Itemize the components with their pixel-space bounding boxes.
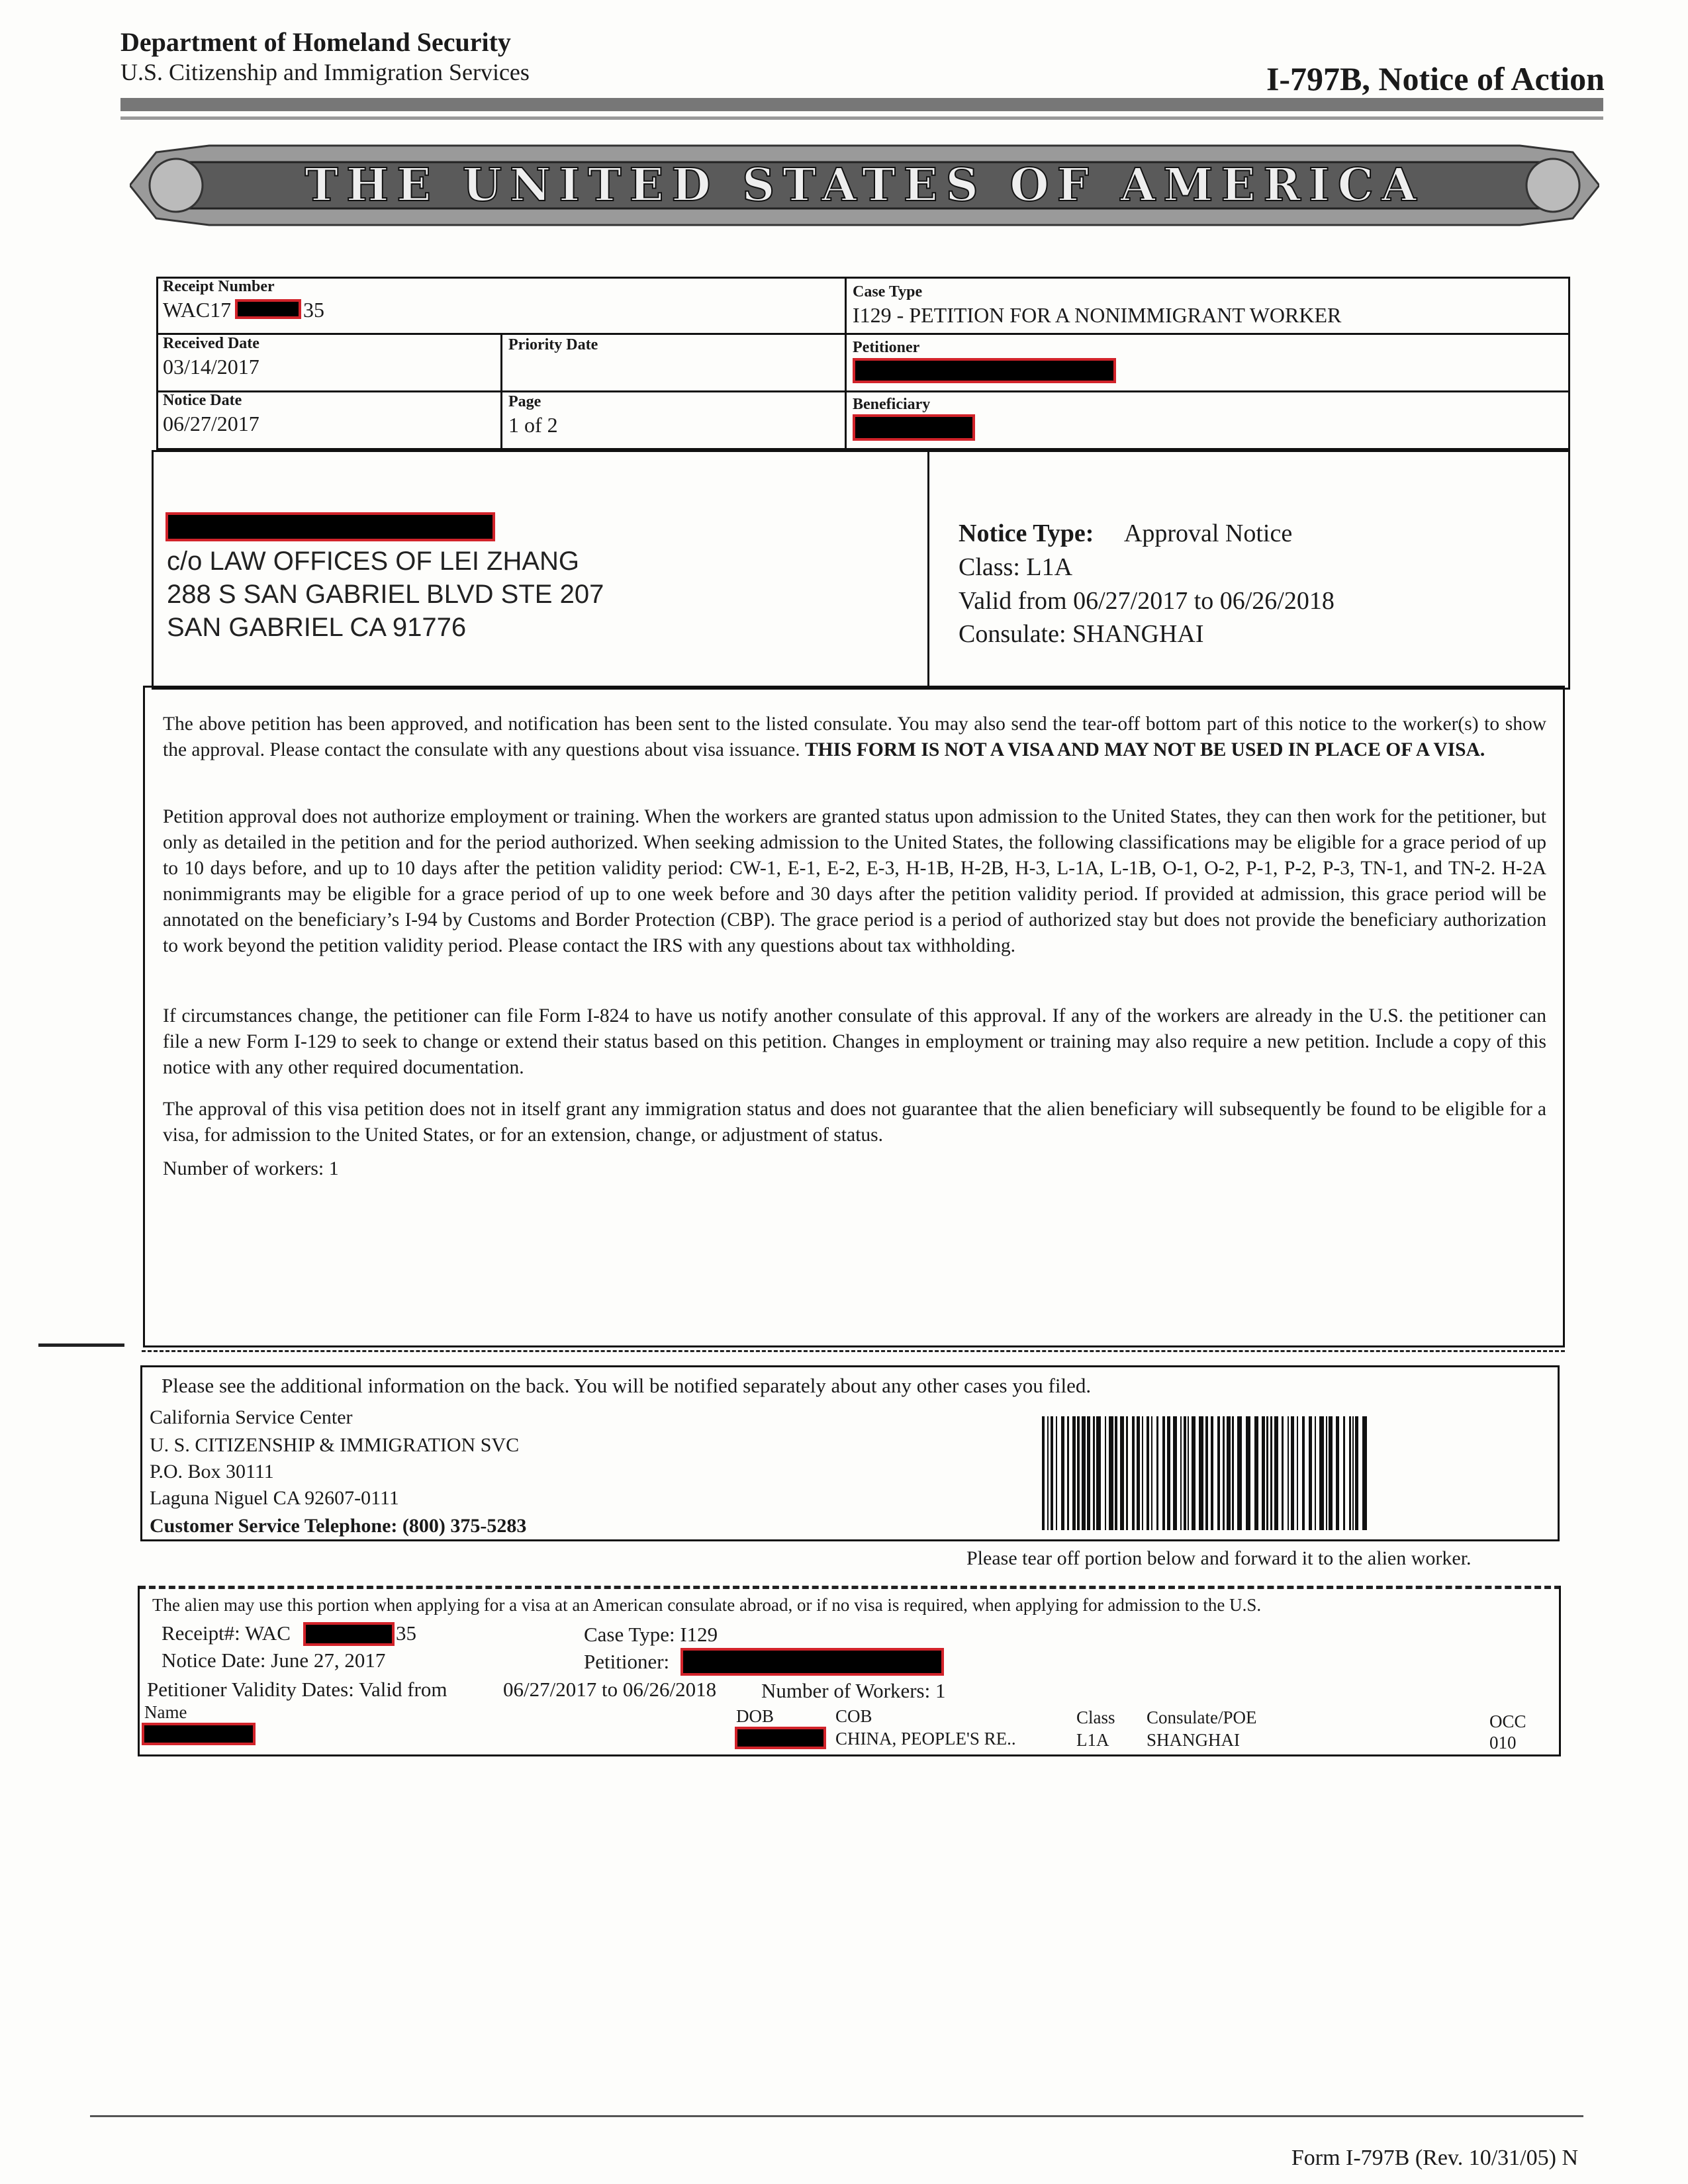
stub-petitioner-redaction — [680, 1648, 944, 1676]
notice-date-value: 06/27/2017 — [163, 412, 259, 435]
address-line-3: SAN GABRIEL CA 91776 — [167, 613, 467, 642]
stub-case-type: Case Type: I129 — [584, 1623, 718, 1646]
stub-dob-redaction — [735, 1727, 826, 1749]
banner-text: THE UNITED STATES OF AMERICA — [305, 159, 1425, 212]
beneficiary-redaction — [853, 414, 975, 441]
right-ornament-icon — [1526, 159, 1579, 212]
service-center-line2: U. S. CITIZENSHIP & IMMIGRATION SVC — [150, 1434, 520, 1456]
stub-class-label: Class — [1076, 1707, 1115, 1727]
class-line: Class: L1A — [959, 553, 1073, 581]
paragraph-employment: Petition approval does not authorize employment or training. When the workers are granted status upon admission to the United States, they can then work for the petitioner, but only as detailed in the petition and for the period authorized. When seeking admission to the United States, the following classifications may be eligible for a grace period of up to 10 days before, and up to 10 days after the petition validity period: CW-1, E-1, E-2, E-3, H-1B, H-2B, H-3, L-1A, L-1B, O-1, O-2, P-1, P-2, P-3, TN-1, and TN-2. H-2A nonimmigrants may be eligible for a grace period of up to one week before and 30 days after the petition validity period. If provided at admission, this grace period will be annotated on the beneficiary’s I-94 by Customs and Border Protection (CBP). The grace period is a period of authorized stay but does not provide the beneficiary authorization to work beyond the petition validity period. Please contact the IRS with any questions about tax withholding. — [163, 806, 1546, 956]
header-rule — [120, 98, 1603, 111]
customer-service-phone: Customer Service Telephone: (800) 375-5283 — [150, 1515, 527, 1537]
form-title: I-797B, Notice of Action — [1266, 60, 1605, 97]
stub-petitioner-label: Petitioner: — [584, 1650, 670, 1673]
received-date-value: 03/14/2017 — [163, 355, 259, 379]
stub-notice-date: Notice Date: June 27, 2017 — [162, 1649, 386, 1672]
recipient-name-redaction — [165, 512, 495, 541]
address-line-1: c/o LAW OFFICES OF LEI ZHANG — [167, 547, 580, 576]
stub-intro: The alien may use this portion when applying for a visa at an American consulate abroad, or if no visa is required, when applying for admission to the U.S. — [152, 1595, 1262, 1615]
service-center-name: California Service Center — [150, 1406, 353, 1428]
service-center-city: Laguna Niguel CA 92607-0111 — [150, 1487, 399, 1509]
stub-cob-value: CHINA, PEOPLE'S RE.. — [835, 1729, 1016, 1749]
notice-type-label: Notice Type: — [959, 520, 1094, 547]
tear-off-instruction: Please tear off portion below and forward it to the alien worker. — [966, 1547, 1472, 1569]
form-revision: Form I-797B (Rev. 10/31/05) N — [1291, 2146, 1578, 2170]
stub-number-of-workers: Number of Workers: 1 — [761, 1679, 946, 1702]
paragraph-circumstances: If circumstances change, the petitioner can file Form I-824 to have us notify another consulate of this approval. If any of the workers are already in the U.S. the petitioner can file a new Form I-129 to seek to change or extend their status based on this petition. Changes in employment or training may also require a new petition. Include a copy of this notice with any other required documentation. — [163, 1005, 1546, 1078]
receipt-number-label: Receipt Number — [163, 278, 275, 295]
stub-validity-dates: 06/27/2017 to 06/26/2018 — [503, 1678, 717, 1701]
beneficiary-label: Beneficiary — [853, 396, 931, 413]
receipt-number-suffix: 35 — [303, 298, 324, 322]
valid-line: Valid from 06/27/2017 to 06/26/2018 — [959, 587, 1335, 615]
stub-cob-label: COB — [835, 1706, 872, 1726]
agency-name: U.S. Citizenship and Immigration Services — [120, 59, 530, 85]
notice-date-label: Notice Date — [163, 392, 242, 409]
stub-receipt-suffix: 35 — [396, 1621, 416, 1645]
usa-banner — [130, 126, 1599, 245]
page-label: Page — [508, 393, 541, 410]
petitioner-label: Petitioner — [853, 339, 920, 356]
address-line-2: 288 S SAN GABRIEL BLVD STE 207 — [167, 580, 604, 609]
header-rule-thin — [120, 116, 1603, 120]
receipt-number-prefix: WAC17 — [163, 298, 232, 322]
stub-class-value: L1A — [1076, 1730, 1109, 1750]
paragraph-approval: The above petition has been approved, and notification has been sent to the listed consulate. You may also send the tear-off bottom part of this notice to the worker(s) to show the approval. Please contact the consulate with any questions about visa issuance. THIS FORM IS NOT A VISA AND MAY NOT BE USED IN PLACE OF A VISA. — [163, 713, 1546, 760]
stub-dob-label: DOB — [736, 1706, 774, 1726]
received-date-label: Received Date — [163, 335, 259, 352]
consulate-line: Consulate: SHANGHAI — [959, 620, 1204, 648]
page-value: 1 of 2 — [508, 413, 558, 437]
stub-occ-label: OCC — [1489, 1711, 1526, 1731]
stub-occ-value: 010 — [1489, 1733, 1517, 1752]
barcode-icon — [1041, 1416, 1368, 1530]
department-name: Department of Homeland Security — [120, 27, 511, 57]
stub-name-redaction — [142, 1723, 256, 1745]
notice-type-value: Approval Notice — [1123, 520, 1293, 547]
see-back-note: Please see the additional information on the back. You will be notified separately about any other cases you filed. — [162, 1374, 1092, 1397]
stub-validity-label: Petitioner Validity Dates: Valid from — [147, 1678, 447, 1701]
not-a-visa-warning: THIS FORM IS NOT A VISA AND MAY NOT BE USED IN PLACE OF A VISA. — [804, 739, 1485, 760]
case-type-value: I129 - PETITION FOR A NONIMMIGRANT WORKER — [853, 303, 1342, 327]
paragraph-approval-limits: The approval of this visa petition does not in itself grant any immigration status and does not guarantee that the alien beneficiary will subsequently be found to be eligible for a visa, for admission to the United States, or for an extension, change, or adjustment of status. — [163, 1099, 1546, 1146]
case-type-label: Case Type — [853, 283, 923, 300]
stub-consulate-value: SHANGHAI — [1147, 1730, 1240, 1750]
number-of-workers: Number of workers: 1 — [163, 1158, 339, 1179]
receipt-redaction — [235, 299, 301, 319]
priority-date-label: Priority Date — [508, 336, 598, 353]
stub-name-label: Name — [144, 1702, 187, 1722]
stub-receipt-prefix: Receipt#: WAC — [162, 1621, 291, 1645]
stub-receipt-redaction — [303, 1622, 395, 1646]
service-center-pobox: P.O. Box 30111 — [150, 1461, 274, 1482]
stub-consulate-label: Consulate/POE — [1147, 1707, 1257, 1727]
left-ornament-icon — [150, 159, 203, 212]
petitioner-redaction — [853, 358, 1116, 383]
